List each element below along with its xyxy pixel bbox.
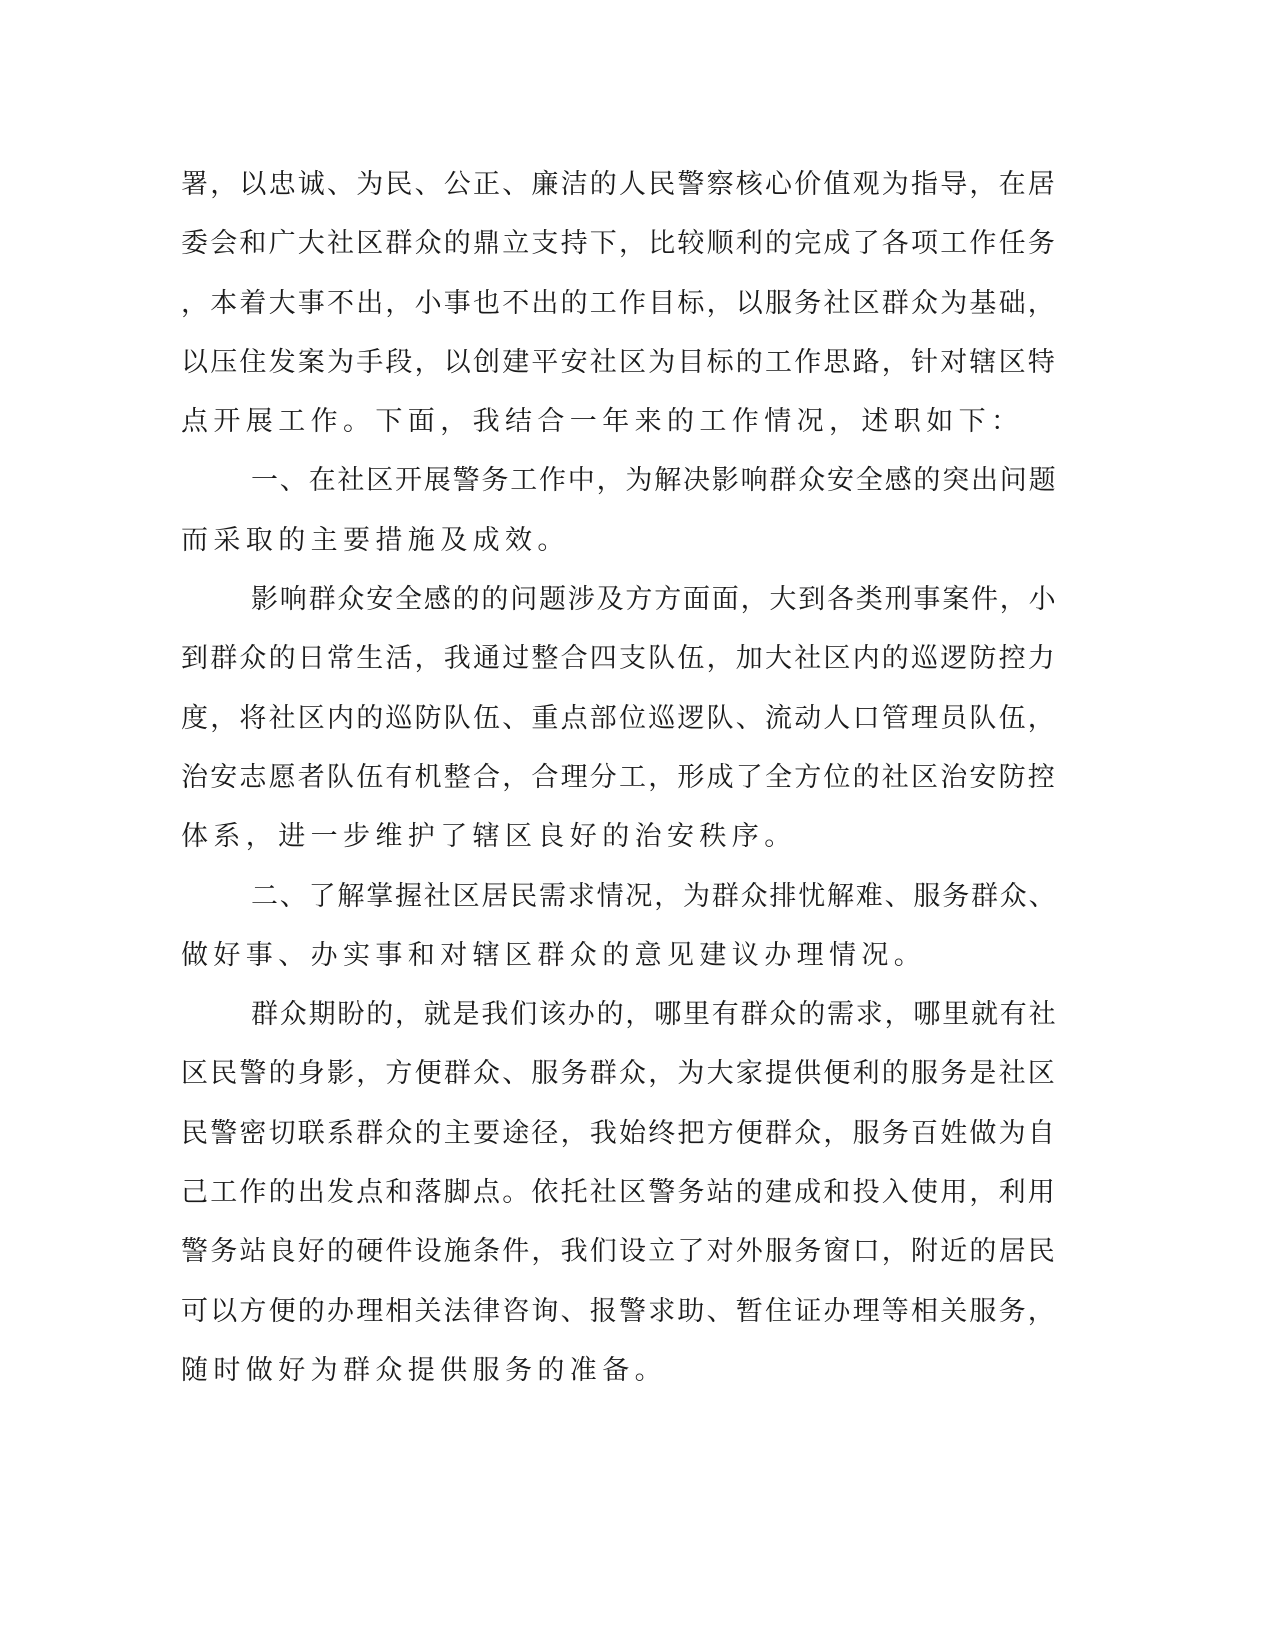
text-line: 影响群众安全感的的问题涉及方方面面，大到各类刑事案件，小	[251, 584, 1058, 616]
text-line: 民警密切联系群众的主要途径，我始终把方便群众，服务百姓做为自	[181, 1117, 1057, 1149]
text-line: 到群众的日常生活，我通过整合四支队伍，加大社区内的巡逻防控力	[181, 643, 1057, 675]
document-body	[181, 155, 1056, 1400]
text-line: 委会和广大社区群众的鼎立支持下，比较顺利的完成了各项工作任务	[181, 228, 1057, 260]
text-line: 而采取的主要措施及成效。	[181, 524, 570, 556]
text-line: 二、了解掌握社区居民需求情况，为群众排忧解难、服务群众、	[251, 880, 1058, 912]
text-line: 点开展工作。下面，我结合一年来的工作情况，述职如下：	[181, 406, 1024, 438]
text-line: 治安志愿者队伍有机整合，合理分工，形成了全方位的社区治安防控	[181, 761, 1057, 793]
text-line: ，本着大事不出，小事也不出的工作目标，以服务社区群众为基础，	[181, 287, 1057, 319]
text-line: 区民警的身影，方便群众、服务群众，为大家提供便利的服务是社区	[181, 1058, 1057, 1090]
text-line: 群众期盼的，就是我们该办的，哪里有群众的需求，哪里就有社	[251, 999, 1058, 1031]
text-line: 度，将社区内的巡防队伍、重点部位巡逻队、流动人口管理员队伍，	[181, 702, 1057, 734]
text-line: 一、在社区开展警务工作中，为解决影响群众安全感的突出问题	[251, 465, 1058, 497]
text-line: 可以方便的办理相关法律咨询、报警求助、暂住证办理等相关服务，	[181, 1295, 1057, 1327]
text-line: 随时做好为群众提供服务的准备。	[181, 1354, 667, 1386]
text-line: 警务站良好的硬件设施条件，我们设立了对外服务窗口，附近的居民	[181, 1236, 1057, 1268]
text-line: 体系，进一步维护了辖区良好的治安秩序。	[181, 821, 797, 853]
text-line: 己工作的出发点和落脚点。依托社区警务站的建成和投入使用，利用	[181, 1177, 1057, 1209]
text-line: 署，以忠诚、为民、公正、廉洁的人民警察核心价值观为指导，在居	[181, 169, 1057, 200]
text-line: 做好事、办实事和对辖区群众的意见建议办理情况。	[181, 939, 927, 971]
text-line: 以压住发案为手段，以创建平安社区为目标的工作思路，针对辖区特	[181, 346, 1057, 378]
